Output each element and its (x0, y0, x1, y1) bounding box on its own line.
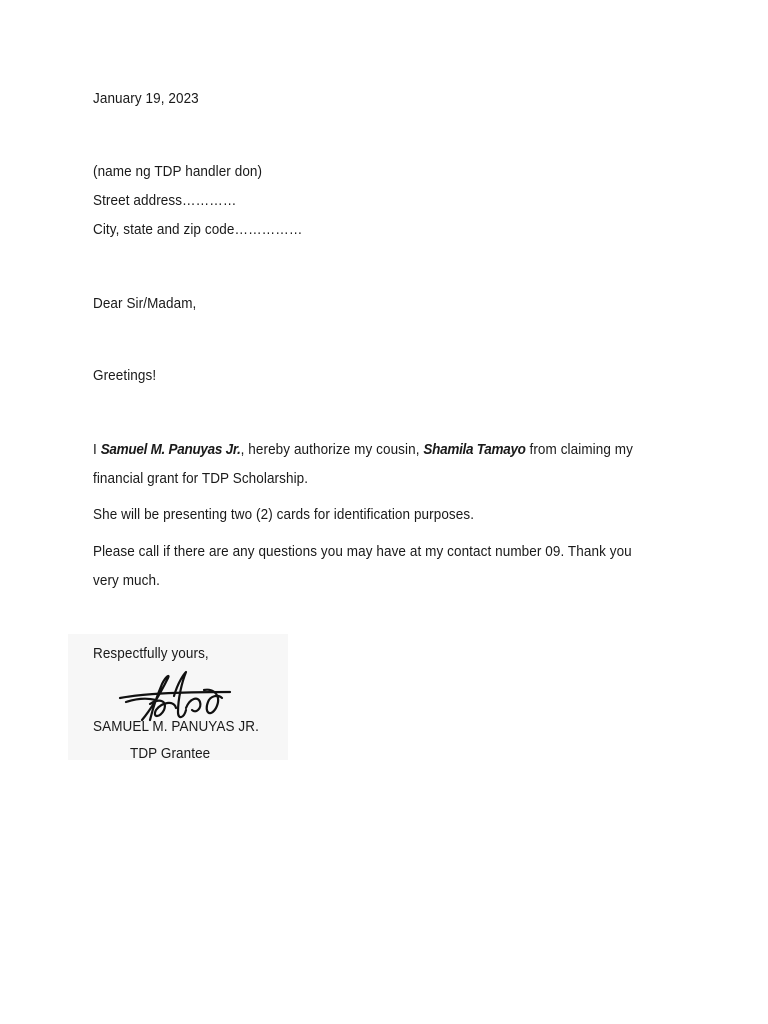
salutation: Dear Sir/Madam, (93, 295, 197, 312)
grantor-name: Samuel M. Panuyas Jr. (100, 441, 241, 458)
paragraph-prefix: I (93, 441, 101, 458)
identification-paragraph: She will be presenting two (2) cards for identification purposes. (93, 506, 475, 523)
recipient-name: (name ng TDP handler don) (93, 163, 263, 180)
greeting: Greetings! (93, 367, 157, 384)
closing: Respectfully yours, (93, 645, 209, 662)
contact-paragraph: Please call if there are any questions you may have at my contact number 09. Thank you very much. (93, 543, 632, 589)
signer-name: SAMUEL M. PANUYAS JR. (93, 718, 259, 735)
signer-title: TDP Grantee (130, 745, 211, 762)
paragraph-middle: , hereby authorize my cousin, (240, 441, 424, 458)
letter-date: January 19, 2023 (93, 90, 199, 107)
recipient-city-state-zip: City, state and zip code…………… (93, 221, 303, 238)
authorization-paragraph (93, 435, 651, 493)
paragraph-suffix: from claiming my financial grant for TDP Scholarship. (93, 441, 633, 487)
recipient-street-address: Street address………… (93, 192, 237, 209)
claimant-name: Shamila Tamayo (423, 441, 526, 458)
